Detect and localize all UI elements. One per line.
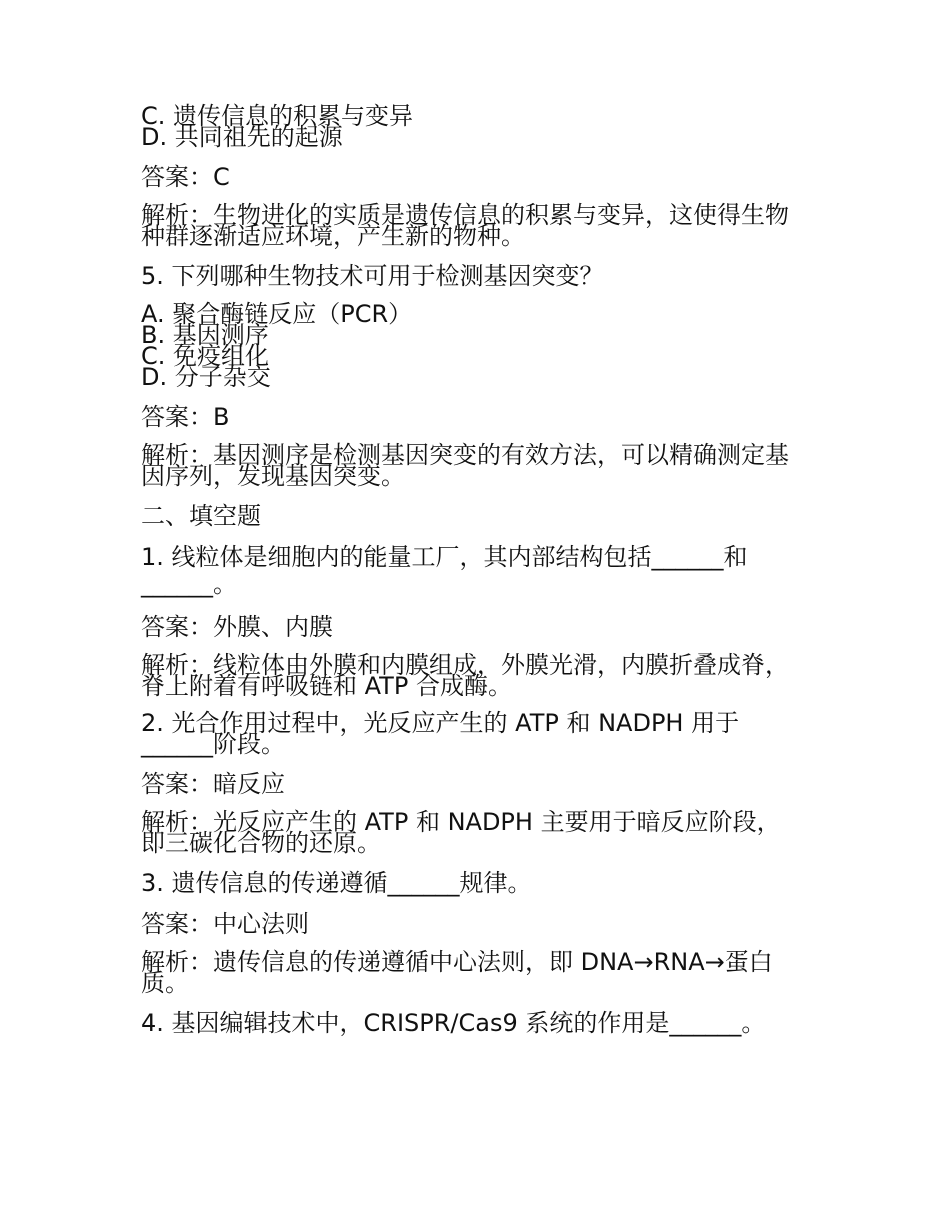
prev-question-options <box>141 102 821 151</box>
document-page <box>141 102 821 1051</box>
analysis-line: 质。 <box>141 969 189 997</box>
prev-question-answer: 答案：C <box>141 163 230 191</box>
question-5-analysis <box>141 441 821 490</box>
option-c: C. 遗传信息的积累与变异 <box>141 102 414 130</box>
analysis-line: 解析：光反应产生的 ATP 和 NADPH 主要用于暗反应阶段， <box>141 808 781 836</box>
fill-4-stem: 4. 基因编辑技术中，CRISPR/Cas9 系统的作用是______。 <box>141 1009 766 1037</box>
prev-question-analysis <box>141 201 821 250</box>
stem-line: 2. 光合作用过程中，光反应产生的 ATP 和 NADPH 用于 <box>141 709 740 737</box>
option-c: C. 免疫组化 <box>141 342 270 370</box>
analysis-line: 即三碳化合物的还原。 <box>141 829 381 857</box>
fill-2-stem <box>141 709 821 758</box>
fill-3-answer: 答案：中心法则 <box>141 910 309 938</box>
option-b: B. 基因测序 <box>141 321 269 349</box>
stem-line: ______。 <box>141 570 237 598</box>
stem-line: ______阶段。 <box>141 730 285 758</box>
analysis-line: 解析：生物进化的实质是遗传信息的积累与变异，这使得生物 <box>141 201 789 229</box>
fill-2-answer: 答案：暗反应 <box>141 770 285 798</box>
section-title: 二、填空题 <box>141 502 261 530</box>
analysis-line: 解析：遗传信息的传递遵循中心法则，即 DNA→RNA→蛋白 <box>141 948 773 976</box>
fill-3-stem: 3. 遗传信息的传递遵循______规律。 <box>141 869 532 897</box>
question-5-answer: 答案：B <box>141 403 230 431</box>
question-5-options <box>141 300 821 391</box>
analysis-line: 脊上附着有呼吸链和 ATP 合成酶。 <box>141 672 512 700</box>
analysis-line: 解析：基因测序是检测基因突变的有效方法，可以精确测定基 <box>141 441 789 469</box>
analysis-line: 种群逐渐适应环境，产生新的物种。 <box>141 222 525 250</box>
fill-1-stem <box>141 544 821 598</box>
fill-2-analysis <box>141 808 821 857</box>
fill-3-analysis <box>141 948 821 997</box>
option-a: A. 聚合酶链反应（PCR） <box>141 300 413 328</box>
question-5-stem: 5. 下列哪种生物技术可用于检测基因突变？ <box>141 262 604 290</box>
fill-1-analysis <box>141 651 821 700</box>
fill-1-answer: 答案：外膜、内膜 <box>141 613 333 641</box>
stem-line: 1. 线粒体是细胞内的能量工厂，其内部结构包括______和 <box>141 543 748 571</box>
analysis-line: 因序列，发现基因突变。 <box>141 462 405 490</box>
option-d: D. 共同祖先的起源 <box>141 123 343 151</box>
analysis-line: 解析：线粒体由外膜和内膜组成，外膜光滑，内膜折叠成脊， <box>141 651 789 679</box>
option-d: D. 分子杂交 <box>141 363 271 391</box>
